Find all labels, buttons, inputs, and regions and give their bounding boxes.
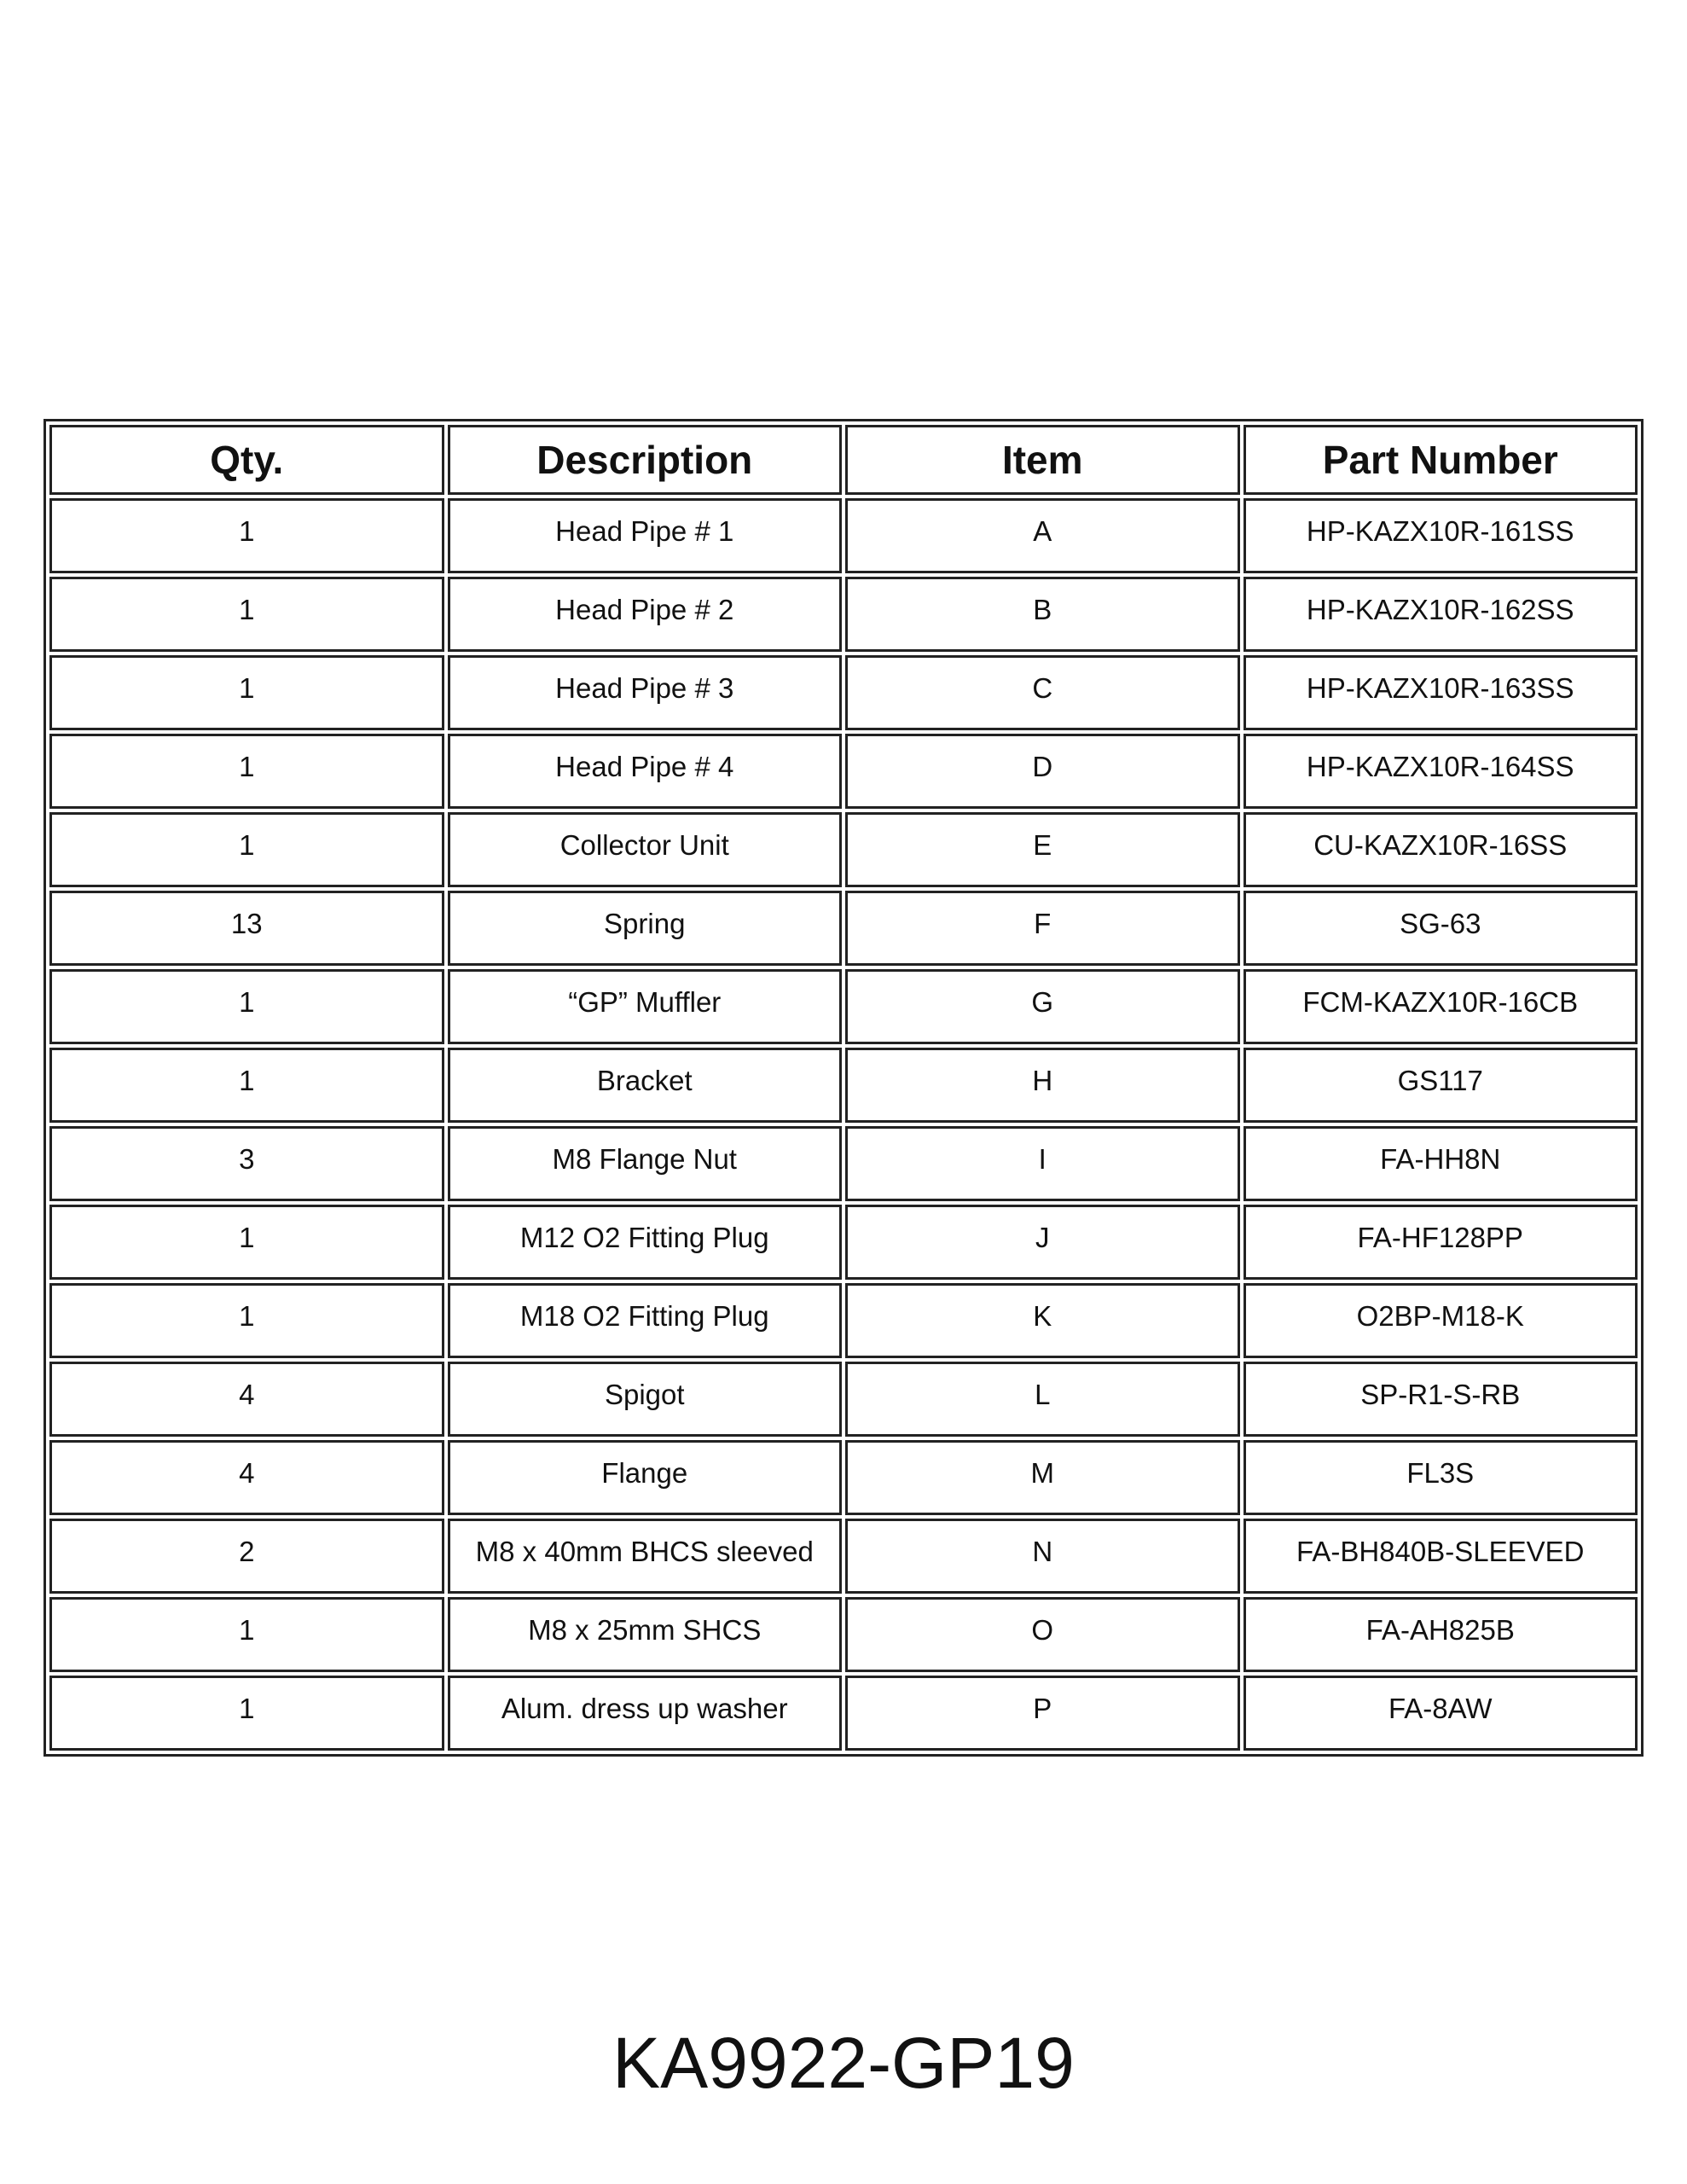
table-row — [49, 1440, 1638, 1515]
table-header — [49, 425, 1638, 495]
header-item: Item — [845, 425, 1240, 495]
table-row — [49, 1283, 1638, 1358]
cell-item: C — [845, 655, 1240, 730]
cell-part-number: SG-63 — [1244, 891, 1638, 966]
cell-description: Head Pipe # 1 — [448, 498, 843, 573]
cell-qty: 3 — [49, 1126, 444, 1201]
cell-part-number: FA-HH8N — [1244, 1126, 1638, 1201]
document-code: KA9922-GP19 — [612, 2023, 1075, 2103]
table-row — [49, 1126, 1638, 1201]
cell-description: Flange — [448, 1440, 843, 1515]
cell-qty: 4 — [49, 1362, 444, 1437]
cell-qty: 1 — [49, 577, 444, 652]
cell-qty: 1 — [49, 1283, 444, 1358]
cell-qty: 1 — [49, 1048, 444, 1123]
cell-qty: 13 — [49, 891, 444, 966]
cell-qty: 1 — [49, 969, 444, 1044]
table-row — [49, 1048, 1638, 1123]
cell-qty: 1 — [49, 1676, 444, 1751]
cell-description: Collector Unit — [448, 812, 843, 887]
header-qty: Qty. — [49, 425, 444, 495]
cell-description: Head Pipe # 4 — [448, 734, 843, 809]
cell-qty: 1 — [49, 655, 444, 730]
cell-part-number: HP-KAZX10R-163SS — [1244, 655, 1638, 730]
table-row — [49, 1205, 1638, 1280]
cell-item: E — [845, 812, 1240, 887]
cell-qty: 1 — [49, 498, 444, 573]
cell-item: L — [845, 1362, 1240, 1437]
cell-description: Bracket — [448, 1048, 843, 1123]
cell-part-number: SP-R1-S-RB — [1244, 1362, 1638, 1437]
cell-part-number: O2BP-M18-K — [1244, 1283, 1638, 1358]
cell-part-number: HP-KAZX10R-162SS — [1244, 577, 1638, 652]
table-row — [49, 891, 1638, 966]
cell-item: J — [845, 1205, 1240, 1280]
table-row — [49, 655, 1638, 730]
header-row — [49, 425, 1638, 495]
cell-part-number: FCM-KAZX10R-16CB — [1244, 969, 1638, 1044]
cell-part-number: FA-8AW — [1244, 1676, 1638, 1751]
cell-item: B — [845, 577, 1240, 652]
cell-item: F — [845, 891, 1240, 966]
table-row — [49, 1676, 1638, 1751]
cell-description: M12 O2 Fitting Plug — [448, 1205, 843, 1280]
table-row — [49, 734, 1638, 809]
table-row — [49, 812, 1638, 887]
cell-part-number: FA-HF128PP — [1244, 1205, 1638, 1280]
cell-description: M18 O2 Fitting Plug — [448, 1283, 843, 1358]
cell-qty: 1 — [49, 1597, 444, 1672]
cell-item: P — [845, 1676, 1240, 1751]
cell-qty: 1 — [49, 734, 444, 809]
cell-description: Alum. dress up washer — [448, 1676, 843, 1751]
parts-list-table — [43, 419, 1644, 1757]
cell-part-number: HP-KAZX10R-161SS — [1244, 498, 1638, 573]
cell-description: M8 x 40mm BHCS sleeved — [448, 1519, 843, 1594]
cell-qty: 1 — [49, 1205, 444, 1280]
cell-description: M8 Flange Nut — [448, 1126, 843, 1201]
header-part-number: Part Number — [1244, 425, 1638, 495]
cell-item: N — [845, 1519, 1240, 1594]
table-row — [49, 1362, 1638, 1437]
cell-part-number: GS117 — [1244, 1048, 1638, 1123]
cell-part-number: FA-AH825B — [1244, 1597, 1638, 1672]
cell-part-number: FL3S — [1244, 1440, 1638, 1515]
cell-item: K — [845, 1283, 1240, 1358]
table-body — [49, 498, 1638, 1751]
cell-item: D — [845, 734, 1240, 809]
cell-item: I — [845, 1126, 1240, 1201]
cell-description: Spigot — [448, 1362, 843, 1437]
cell-description: Head Pipe # 3 — [448, 655, 843, 730]
cell-part-number: HP-KAZX10R-164SS — [1244, 734, 1638, 809]
table-row — [49, 1519, 1638, 1594]
cell-item: H — [845, 1048, 1240, 1123]
cell-item: A — [845, 498, 1240, 573]
table-row — [49, 969, 1638, 1044]
table-row — [49, 1597, 1638, 1672]
cell-item: O — [845, 1597, 1240, 1672]
table-row — [49, 498, 1638, 573]
cell-part-number: FA-BH840B-SLEEVED — [1244, 1519, 1638, 1594]
cell-description: “GP” Muffler — [448, 969, 843, 1044]
cell-item: G — [845, 969, 1240, 1044]
cell-description: Spring — [448, 891, 843, 966]
cell-item: M — [845, 1440, 1240, 1515]
cell-description: Head Pipe # 2 — [448, 577, 843, 652]
header-description: Description — [448, 425, 843, 495]
cell-qty: 2 — [49, 1519, 444, 1594]
cell-qty: 1 — [49, 812, 444, 887]
cell-description: M8 x 25mm SHCS — [448, 1597, 843, 1672]
cell-qty: 4 — [49, 1440, 444, 1515]
table-row — [49, 577, 1638, 652]
cell-part-number: CU-KAZX10R-16SS — [1244, 812, 1638, 887]
